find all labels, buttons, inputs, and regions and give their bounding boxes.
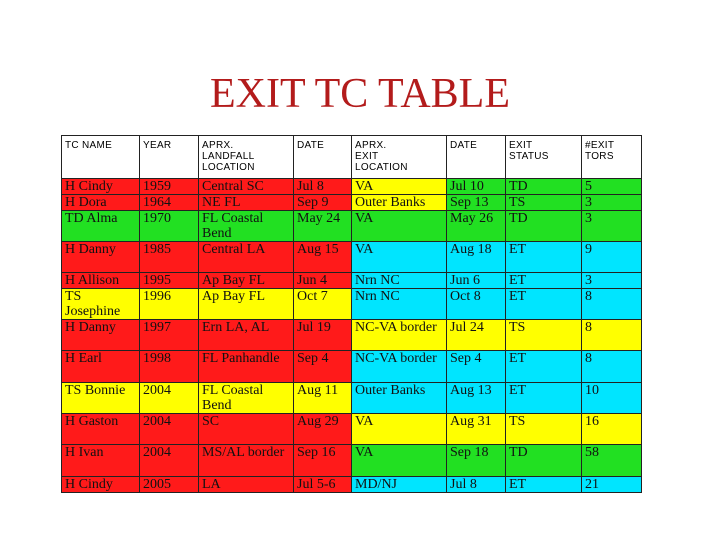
- tc-name-cell: H Allison: [62, 273, 140, 289]
- exit-tors-cell: 8: [582, 289, 642, 320]
- exit-tors-cell: 10: [582, 383, 642, 414]
- tc-name-cell: TS Bonnie: [62, 383, 140, 414]
- header-label: DATE: [450, 140, 478, 151]
- landfall-date-cell: Oct 7: [294, 289, 352, 320]
- exit-date-cell: Aug 18: [447, 242, 506, 273]
- landfall-location-cell: FL Coastal Bend: [199, 211, 294, 242]
- exit-status-cell: TD: [506, 445, 582, 477]
- landfall-location-cell: Ern LA, AL: [199, 320, 294, 351]
- table-row: [62, 195, 642, 211]
- exit-tors-cell: 3: [582, 195, 642, 211]
- exit-tors-cell: 8: [582, 351, 642, 383]
- tc-name-cell: H Ivan: [62, 445, 140, 477]
- header-exit-tors: [582, 136, 642, 179]
- exit-status-cell: TD: [506, 211, 582, 242]
- table-row: [62, 477, 642, 493]
- header-year: [140, 136, 199, 179]
- tc-name-cell: H Cindy: [62, 477, 140, 493]
- exit-tors-cell: 3: [582, 211, 642, 242]
- exit-date-cell: Aug 13: [447, 383, 506, 414]
- exit-date-cell: Oct 8: [447, 289, 506, 320]
- landfall-date-cell: Sep 9: [294, 195, 352, 211]
- landfall-date-cell: Jul 19: [294, 320, 352, 351]
- exit-tors-cell: 58: [582, 445, 642, 477]
- tc-name-cell: TS Josephine: [62, 289, 140, 320]
- exit-location-cell: Nrn NC: [352, 289, 447, 320]
- exit-date-cell: Sep 4: [447, 351, 506, 383]
- header-label: APRX.: [202, 140, 234, 151]
- exit-location-cell: Outer Banks: [352, 383, 447, 414]
- table-row: [62, 211, 642, 242]
- exit-location-cell: Outer Banks: [352, 195, 447, 211]
- header-label: EXIT: [509, 140, 533, 151]
- exit-status-cell: ET: [506, 477, 582, 493]
- exit-status-cell: ET: [506, 273, 582, 289]
- table-row: [62, 414, 642, 445]
- landfall-location-cell: Ap Bay FL: [199, 289, 294, 320]
- landfall-location-cell: NE FL: [199, 195, 294, 211]
- exit-location-cell: VA: [352, 445, 447, 477]
- header-label: APRX.: [355, 140, 387, 151]
- table-row: [62, 242, 642, 273]
- exit-status-cell: ET: [506, 351, 582, 383]
- exit-status-cell: TS: [506, 414, 582, 445]
- table-row: [62, 179, 642, 195]
- exit-date-cell: Jul 8: [447, 477, 506, 493]
- landfall-location-cell: FL Panhandle: [199, 351, 294, 383]
- header-label: TC NAME: [65, 140, 113, 151]
- table-row: [62, 351, 642, 383]
- header-label: DATE: [297, 140, 325, 151]
- year-cell: 1997: [140, 320, 199, 351]
- tc-name-cell: H Danny: [62, 320, 140, 351]
- table-row: [62, 289, 642, 320]
- landfall-date-cell: Jul 5-6: [294, 477, 352, 493]
- header-label: YEAR: [143, 140, 172, 151]
- exit-status-cell: TS: [506, 195, 582, 211]
- exit-location-cell: NC-VA border: [352, 320, 447, 351]
- table-row: [62, 320, 642, 351]
- exit-location-cell: VA: [352, 414, 447, 445]
- header-row: [62, 136, 642, 179]
- landfall-location-cell: Ap Bay FL: [199, 273, 294, 289]
- landfall-date-cell: Jul 8: [294, 179, 352, 195]
- landfall-location-cell: LA: [199, 477, 294, 493]
- exit-status-cell: ET: [506, 242, 582, 273]
- landfall-location-cell: Central LA: [199, 242, 294, 273]
- tc-name-cell: H Dora: [62, 195, 140, 211]
- tc-name-cell: H Earl: [62, 351, 140, 383]
- header-exit-date: [447, 136, 506, 179]
- exit-tc-table: [61, 135, 642, 493]
- year-cell: 1995: [140, 273, 199, 289]
- landfall-location-cell: FL Coastal Bend: [199, 383, 294, 414]
- header-exit-status: [506, 136, 582, 179]
- exit-date-cell: Sep 18: [447, 445, 506, 477]
- tc-name-cell: TD Alma: [62, 211, 140, 242]
- year-cell: 2004: [140, 383, 199, 414]
- landfall-date-cell: Aug 29: [294, 414, 352, 445]
- exit-tors-cell: 16: [582, 414, 642, 445]
- header-label: LANDFALL: [202, 151, 255, 162]
- exit-status-cell: ET: [506, 383, 582, 414]
- landfall-date-cell: Sep 4: [294, 351, 352, 383]
- exit-tors-cell: 21: [582, 477, 642, 493]
- slide-title: EXIT TC TABLE: [210, 71, 510, 117]
- year-cell: 2004: [140, 445, 199, 477]
- table-row: [62, 383, 642, 414]
- tc-name-cell: H Gaston: [62, 414, 140, 445]
- year-cell: 1996: [140, 289, 199, 320]
- exit-date-cell: Jun 6: [447, 273, 506, 289]
- exit-date-cell: Jul 10: [447, 179, 506, 195]
- exit-date-cell: May 26: [447, 211, 506, 242]
- exit-tors-cell: 8: [582, 320, 642, 351]
- exit-location-cell: VA: [352, 179, 447, 195]
- header-label: TORS: [585, 151, 614, 162]
- year-cell: 2004: [140, 414, 199, 445]
- header-label: LOCATION: [355, 162, 408, 173]
- year-cell: 1970: [140, 211, 199, 242]
- exit-location-cell: Nrn NC: [352, 273, 447, 289]
- exit-location-cell: MD/NJ: [352, 477, 447, 493]
- year-cell: 1998: [140, 351, 199, 383]
- landfall-date-cell: Jun 4: [294, 273, 352, 289]
- year-cell: 2005: [140, 477, 199, 493]
- exit-status-cell: TD: [506, 179, 582, 195]
- landfall-date-cell: May 24: [294, 211, 352, 242]
- exit-location-cell: VA: [352, 211, 447, 242]
- header-label: #EXIT: [585, 140, 615, 151]
- year-cell: 1959: [140, 179, 199, 195]
- landfall-location-cell: SC: [199, 414, 294, 445]
- landfall-location-cell: MS/AL border: [199, 445, 294, 477]
- exit-location-cell: NC-VA border: [352, 351, 447, 383]
- exit-tors-cell: 3: [582, 273, 642, 289]
- year-cell: 1964: [140, 195, 199, 211]
- landfall-date-cell: Aug 11: [294, 383, 352, 414]
- exit-tors-cell: 5: [582, 179, 642, 195]
- table-body: [62, 179, 642, 493]
- landfall-date-cell: Sep 16: [294, 445, 352, 477]
- landfall-date-cell: Aug 15: [294, 242, 352, 273]
- table-header: [62, 136, 642, 179]
- exit-date-cell: Aug 31: [447, 414, 506, 445]
- header-landfall-date: [294, 136, 352, 179]
- table-row: [62, 445, 642, 477]
- tc-name-cell: H Danny: [62, 242, 140, 273]
- exit-location-cell: VA: [352, 242, 447, 273]
- exit-date-cell: Jul 24: [447, 320, 506, 351]
- header-label: LOCATION: [202, 162, 255, 173]
- tc-name-cell: H Cindy: [62, 179, 140, 195]
- exit-date-cell: Sep 13: [447, 195, 506, 211]
- year-cell: 1985: [140, 242, 199, 273]
- header-label: STATUS: [509, 151, 549, 162]
- header-label: EXIT: [355, 151, 379, 162]
- exit-tors-cell: 9: [582, 242, 642, 273]
- landfall-location-cell: Central SC: [199, 179, 294, 195]
- header-tc-name: [62, 136, 140, 179]
- table-row: [62, 273, 642, 289]
- header-landfall-location: [199, 136, 294, 179]
- exit-status-cell: TS: [506, 320, 582, 351]
- header-exit-location: [352, 136, 447, 179]
- exit-status-cell: ET: [506, 289, 582, 320]
